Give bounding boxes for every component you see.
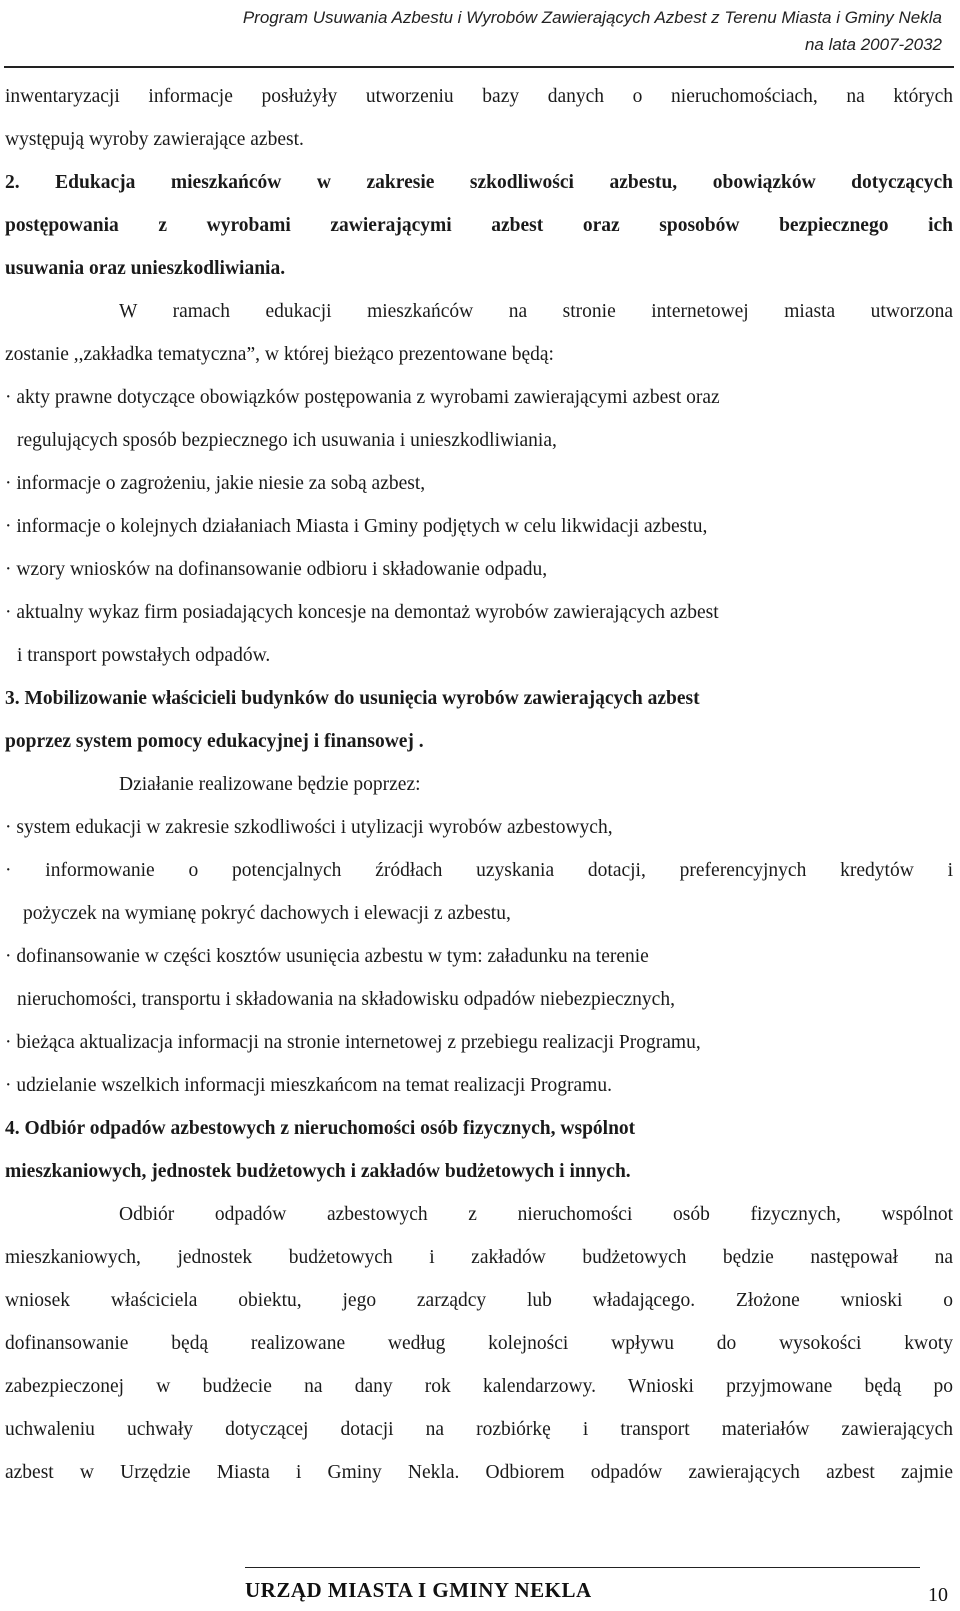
- text-line: inwentaryzacji informacje posłużyły utworzeniu bazy danych o nieruchomościach, na których: [5, 86, 953, 107]
- bullet-item: · bieżąca aktualizacja informacji na stronie internetowej z przebiegu realizacji Programu,: [5, 1032, 701, 1053]
- header-period: na lata 2007-2032: [804, 35, 942, 54]
- footer-divider: [245, 1567, 920, 1568]
- section-heading-line: postępowania z wyrobami zawierającymi azbest oraz sposobów bezpiecznego ich: [5, 215, 953, 236]
- bullet-item: · wzory wniosków na dofinansowanie odbioru i składowanie odpadu,: [5, 559, 548, 580]
- bullet-continuation: regulujących sposób bezpiecznego ich usuwania i unieszkodliwiania,: [17, 430, 557, 451]
- text-line: mieszkaniowych, jednostek budżetowych i zakładów budżetowych będzie następował na: [5, 1247, 953, 1268]
- bullet-item: · akty prawne dotyczące obowiązków postępowania z wyrobami zawierającymi azbest oraz: [5, 387, 720, 408]
- bullet-item: · informacje o kolejnych działaniach Miasta i Gminy podjętych w celu likwidacji azbestu,: [5, 516, 708, 537]
- paragraph-first-line: Odbiór odpadów azbestowych z nieruchomości osób fizycznych, wspólnot: [119, 1204, 953, 1225]
- text-line: zostanie ,,zakładka tematyczna”, w której bieżąco prezentowane będą:: [5, 344, 554, 365]
- text-line: zabezpieczonej w budżecie na dany rok kalendarzowy. Wnioski przyjmowane będą po: [5, 1376, 953, 1397]
- section-heading-line: poprzez system pomocy edukacyjnej i finansowej .: [5, 731, 424, 752]
- header-divider: [4, 66, 954, 68]
- paragraph-first-line: Działanie realizowane będzie poprzez:: [119, 774, 421, 795]
- bullet-item: · informacje o zagrożeniu, jakie niesie za sobą azbest,: [5, 473, 426, 494]
- bullet-item: · dofinansowanie w części kosztów usunięcia azbestu w tym: załadunku na terenie: [5, 946, 649, 967]
- footer-title: URZĄD MIASTA I GMINY NEKLA: [245, 1578, 592, 1602]
- page-number: 10: [928, 1584, 948, 1606]
- section-heading-line: 2. Edukacja mieszkańców w zakresie szkodliwości azbestu, obowiązków dotyczących: [5, 172, 953, 193]
- bullet-item: · system edukacji w zakresie szkodliwości i utylizacji wyrobów azbestowych,: [5, 817, 613, 838]
- section-heading-line: usuwania oraz unieszkodliwiania.: [5, 258, 286, 279]
- section-heading-line: mieszkaniowych, jednostek budżetowych i zakładów budżetowych i innych.: [5, 1161, 631, 1182]
- text-line: wniosek właściciela obiektu, jego zarządcy lub władającego. Złożone wnioski o: [5, 1290, 953, 1311]
- section-heading-line: 4. Odbiór odpadów azbestowych z nieruchomości osób fizycznych, wspólnot: [5, 1118, 636, 1139]
- bullet-continuation: pożyczek na wymianę pokryć dachowych i elewacji z azbestu,: [23, 903, 511, 924]
- text-line: azbest w Urzędzie Miasta i Gminy Nekla. Odbiorem odpadów zawierających azbest zajmie: [5, 1462, 953, 1483]
- bullet-item: · informowanie o potencjalnych źródłach uzyskania dotacji, preferencyjnych kredytów i: [5, 860, 953, 881]
- paragraph-first-line: W ramach edukacji mieszkańców na stronie internetowej miasta utworzona: [119, 301, 953, 322]
- text-line: uchwaleniu uchwały dotyczącej dotacji na rozbiórkę i transport materiałów zawierających: [5, 1419, 953, 1440]
- bullet-continuation: i transport powstałych odpadów.: [17, 645, 271, 666]
- bullet-continuation: nieruchomości, transportu i składowania na składowisku odpadów niebezpiecznych,: [17, 989, 675, 1010]
- text-line: dofinansowanie będą realizowane według kolejności wpływu do wysokości kwoty: [5, 1333, 953, 1354]
- section-heading-line: 3. Mobilizowanie właścicieli budynków do usunięcia wyrobów zawierających azbest: [5, 688, 700, 709]
- bullet-item: · aktualny wykaz firm posiadających koncesje na demontaż wyrobów zawierających azbest: [5, 602, 719, 623]
- document-body: [5, 75, 953, 1494]
- page-header: [243, 4, 942, 58]
- text-line: występują wyroby zawierające azbest.: [5, 129, 304, 150]
- bullet-item: · udzielanie wszelkich informacji mieszkańcom na temat realizacji Programu.: [5, 1075, 612, 1096]
- header-program-title: Program Usuwania Azbestu i Wyrobów Zawierających Azbest z Terenu Miasta i Gminy Nekla: [242, 8, 942, 27]
